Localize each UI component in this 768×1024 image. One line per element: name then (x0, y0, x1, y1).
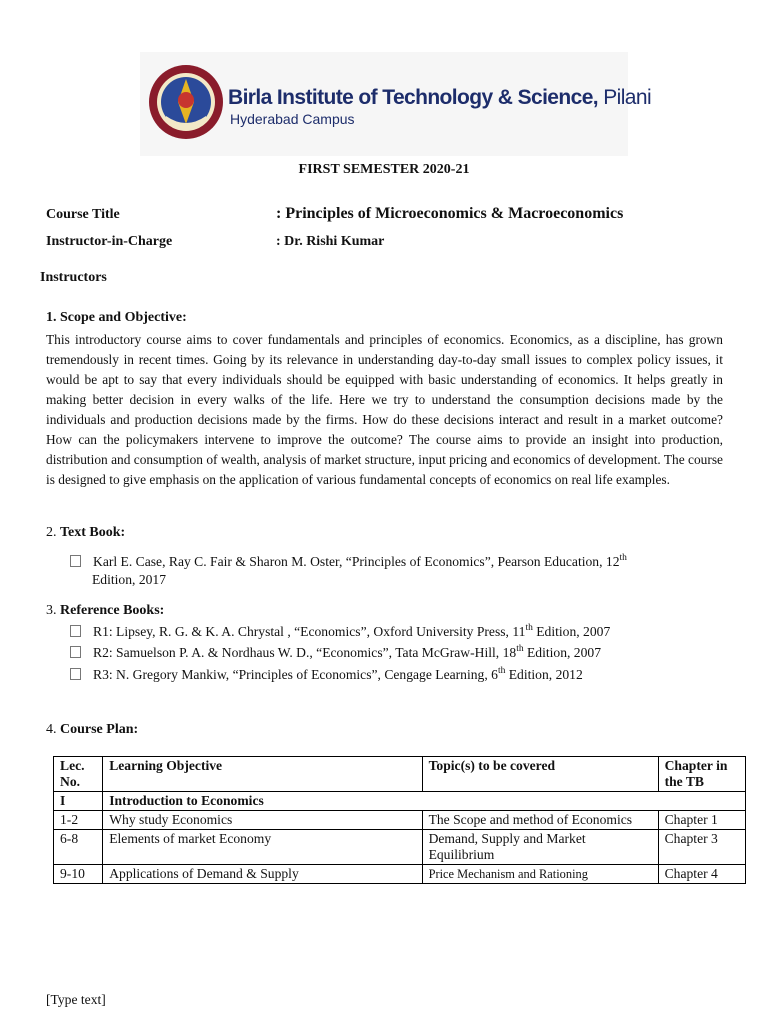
objective-cell: Applications of Demand & Supply (103, 865, 422, 884)
semester-title: FIRST SEMESTER 2020-21 (298, 162, 470, 177)
topic-cell: Price Mechanism and Rationing (422, 865, 658, 884)
course-title-value: : Principles of Microeconomics & Macroeconomics (276, 205, 624, 222)
campus-name: Hyderabad Campus (230, 111, 355, 127)
table-row (54, 830, 746, 865)
reference-item: R3: N. Gregory Mankiw, “Principles of Economics”, Cengage Learning, 6th Edition, 2012 (70, 666, 583, 684)
bits-seal-logo (148, 64, 224, 140)
column-header: Learning Objective (103, 757, 422, 792)
lecture-cell: 9-10 (54, 865, 103, 884)
table-header-row (54, 757, 746, 792)
table-row (54, 865, 746, 884)
reference-item: R1: Lipsey, R. G. & K. A. Chrystal , “Economics”, Oxford University Press, 11th Edition, 2007 (70, 623, 610, 641)
chapter-cell: Chapter 4 (658, 865, 745, 884)
text-book-heading: 2. Text Book: (46, 525, 126, 540)
institute-name: Birla Institute of Technology & Science, Pilani (228, 86, 652, 109)
lecture-cell: 1-2 (54, 811, 103, 830)
section-title: Introduction to Economics (103, 792, 746, 811)
table-row (54, 811, 746, 830)
instructor-label: Instructor-in-Charge (46, 234, 173, 249)
chapter-cell: Chapter 3 (658, 830, 745, 865)
lecture-cell: 6-8 (54, 830, 103, 865)
objective-cell: Elements of market Economy (103, 830, 422, 865)
scope-heading: 1. Scope and Objective: (46, 310, 187, 325)
course-plan-heading: 4. Course Plan: (46, 722, 139, 737)
text-book-item: Karl E. Case, Ray C. Fair & Sharon M. Oster, “Principles of Economics”, Pearson Education, 12th Edition, 2017 (70, 553, 627, 589)
topic-cell: The Scope and method of Economics (422, 811, 658, 830)
topic-cell: Demand, Supply and Market Equilibrium (422, 830, 658, 865)
column-header: Lec. No. (54, 757, 103, 792)
reference-item: R2: Samuelson P. A. & Nordhaus W. D., “Economics”, Tata McGraw-Hill, 18th Edition, 2007 (70, 644, 601, 662)
checkbox-bullet-icon (70, 625, 81, 637)
reference-books-heading: 3. Reference Books: (46, 603, 165, 618)
objective-cell: Why study Economics (103, 811, 422, 830)
checkbox-bullet-icon (70, 646, 81, 658)
checkbox-bullet-icon (70, 555, 81, 567)
column-header: Topic(s) to be covered (422, 757, 658, 792)
section-number: I (54, 792, 103, 811)
table-section-row (54, 792, 746, 811)
course-plan-table (53, 756, 746, 884)
instructors-label: Instructors (40, 270, 107, 285)
instructor-value: : Dr. Rishi Kumar (276, 234, 385, 249)
chapter-cell: Chapter 1 (658, 811, 745, 830)
course-title-label: Course Title (46, 207, 120, 222)
scope-paragraph: This introductory course aims to cover fundamentals and principles of economics. Economics, as a discipline, has grown tremendously in recent times. Going by its relevance in understanding day-to-day small issues to complex policy issues, it would be apt to say that every individuals should be equipped with basic understanding of economics. It helps greatly in making better decision in every walks of the life. Here we try to understand the consumption decisions made by the individuals and production decisions made by the firms. How do these decisions interact and result in a market outcome? How can the policymakers intervene to improve the outcome? The course aims to provide an insight into production, distribution and consumption of wealth, analysis of market structure, input pricing and economics of development. The course is designed to give emphasis on the application of various fundamental concepts of economics on real life examples. (46, 332, 723, 487)
checkbox-bullet-icon (70, 668, 81, 680)
footer-placeholder: [Type text] (46, 992, 106, 1007)
column-header: Chapter in the TB (658, 757, 745, 792)
